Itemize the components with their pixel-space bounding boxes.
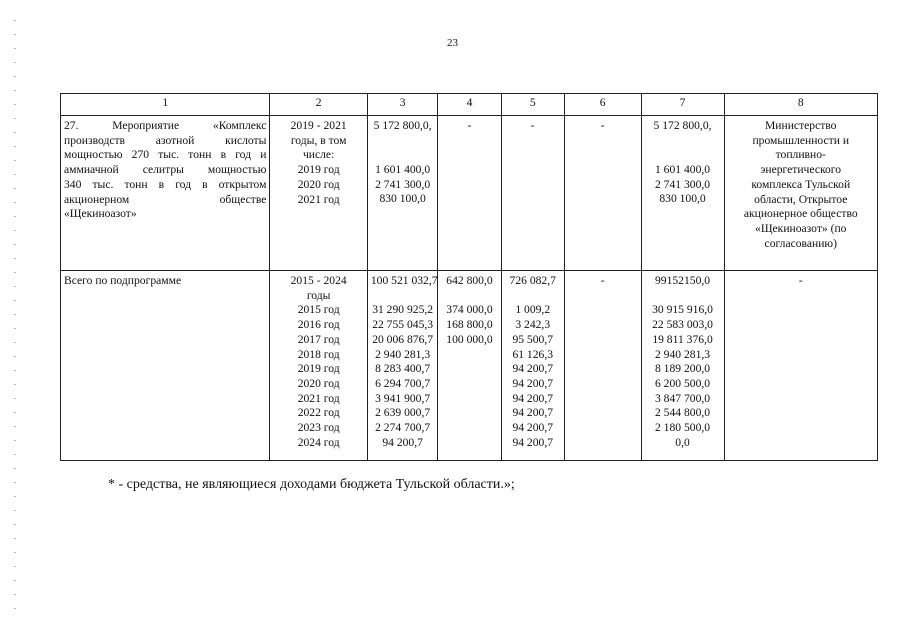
header-col-7: 7 [641,94,724,116]
header-col-8: 8 [724,94,878,116]
value-line: 95 500,7 [512,332,554,346]
period-line: числе: [302,148,335,162]
period-line: 2018 год [297,347,340,361]
total-col-3-values [367,271,438,461]
value-line: 8 189 200,0 [654,362,711,376]
value-line: 642 800,0 [446,274,493,287]
measure-period [270,116,367,271]
header-col-2: 2 [270,94,367,116]
value-line: 2 741 300,0 [375,177,431,191]
page-number: 23 [447,37,458,49]
header-col-6: 6 [564,94,641,116]
period-line: 2020 год [297,376,340,390]
period-line: 2015 год [297,303,340,317]
value-line: 3 242,3 [515,318,551,332]
value-line: 31 290 925,2 [372,303,434,317]
value-line: 94 200,7 [512,406,554,420]
table-row-subprogram-total [61,271,878,461]
measure-col-6-value: - [564,116,641,271]
value-line: 94 200,7 [512,435,554,449]
column-number-row [61,94,878,116]
value-line: 5 172 800,0, [373,119,432,132]
period-line: годы, в том [290,133,347,147]
value-line: 6 200 500,0 [654,376,711,390]
value-line: 3 847 700,0 [654,391,711,405]
value-line: 94 200,7 [512,376,554,390]
total-col-6-value: - [564,271,641,461]
executor-line: промышленности и [752,133,850,147]
measure-description [61,116,270,271]
executor-line: согласованию) [764,236,837,250]
description-line: мощностью 270 тыс. тонн в год и [64,148,267,162]
period-line: 2020 год [297,177,340,191]
value-line: 2 940 281,3 [654,347,711,361]
executor-line: топливно- [775,148,826,162]
value-line: 100 521 032,7 [370,274,438,287]
value-line: 6 294 700,7 [375,376,431,390]
period-line: 2021 год [297,391,340,405]
value-line: 2 274 700,7 [375,421,431,435]
value-line: 374 000,0 [446,303,493,317]
value-line: 168 800,0 [446,318,493,332]
period-line: 2019 год [297,163,340,177]
value-line: 94 200,7 [382,435,423,449]
table-row-measure-27 [61,116,878,271]
executor-line: «Щекиноазот» (по [755,221,847,235]
value-line: 100 000,0 [446,332,493,346]
executor-line: Министерство [765,119,837,132]
measure-executor [724,116,878,271]
measure-col-4-value: - [438,116,501,271]
binding-margin-marks [14,20,16,620]
value-line: 2 741 300,0 [654,177,711,191]
value-line: 94 200,7 [512,421,554,435]
value-line: 1 601 400,0 [375,163,431,177]
measure-col-5-value: - [501,116,564,271]
header-col-5: 5 [501,94,564,116]
value-line: 5 172 800,0, [653,119,712,132]
description-line: аммиачной селитры мощностью [64,163,267,177]
value-line: 830 100,0 [379,192,426,206]
value-line: 22 583 003,0 [652,318,713,332]
value-line: 1 009,2 [515,303,551,317]
period-line: 2021 год [297,192,340,206]
subprogram-budget-table [60,93,878,461]
period-line: 2022 год [297,406,340,420]
total-col-7-values [641,271,724,461]
total-col-8-value: - [724,271,878,461]
value-line: 2 544 800,0 [654,406,711,420]
value-line: 2 940 281,3 [375,347,431,361]
footnote: * - средства, не являющиеся доходами бюджета Тульской области.»; [108,477,515,492]
value-line: 30 915 916,0 [652,303,713,317]
value-line: 61 126,3 [512,347,554,361]
executor-line: акционерное общество [743,207,858,221]
description-line: акционерном обществе [64,192,267,206]
period-line: 2015 - 2024 [290,274,347,287]
description-line: 340 тыс. тонн в год в открытом [64,177,267,191]
period-line: 2024 год [297,435,340,449]
executor-line: энергетического [760,163,842,177]
value-line: 94 200,7 [512,391,554,405]
description-line: 27. Мероприятие «Комплекс [64,119,267,132]
executor-line: комплекса Тульской [751,177,851,191]
period-line: 2019 - 2021 [290,119,347,132]
value-line: 8 283 400,7 [375,362,431,376]
value-line: 726 082,7 [509,274,556,287]
measure-col-3-values [367,116,438,271]
value-line: 1 601 400,0 [654,163,711,177]
value-line: 0,0 [675,435,690,449]
value-line: 2 180 500,0 [654,421,711,435]
period-line: 2019 год [297,362,340,376]
description-line: производств азотной кислоты [64,133,267,147]
total-col-4-values [438,271,501,461]
header-col-1: 1 [61,94,270,116]
value-line: 19 811 376,0 [652,332,713,346]
value-line: 94 200,7 [512,362,554,376]
description-line: «Щекиноазот» [64,207,137,221]
value-line: 3 941 900,7 [375,391,431,405]
executor-line: области, Открытое [754,192,848,206]
total-label: Всего по подпрограмме [61,271,270,461]
period-line: 2023 год [297,421,340,435]
period-line: 2017 год [297,332,340,346]
value-line: 22 755 045,3 [372,318,434,332]
value-line: 99152150,0 [654,274,711,287]
header-col-3: 3 [367,94,438,116]
header-col-4: 4 [438,94,501,116]
total-period [270,271,367,461]
measure-col-7-values [641,116,724,271]
total-col-5-values [501,271,564,461]
value-line: 20 006 876,7 [372,332,434,346]
value-line: 2 639 000,7 [375,406,431,420]
period-line: 2016 год [297,318,340,332]
value-line: 830 100,0 [659,192,706,206]
period-line: годы [306,288,331,302]
